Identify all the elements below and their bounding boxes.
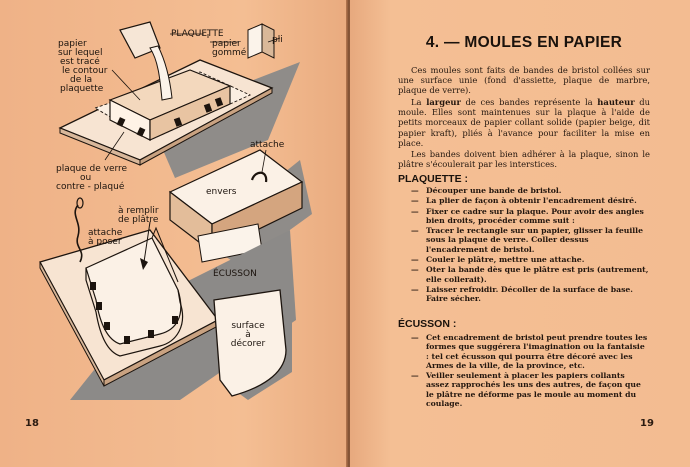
page-title: 4. — MOULES EN PAPIER [425, 34, 623, 51]
label-remplir-2: de plâtre [118, 215, 159, 225]
label-papier-1: papier [58, 39, 87, 49]
label-surface-1: surface [231, 321, 265, 331]
label-surface-2: à [245, 330, 251, 340]
label-attache-2: à poser [88, 237, 122, 247]
label-papier-4: le contour [62, 66, 108, 76]
width-paragraph: La largeur de ces bandes représente la hauteur du moule. Elles sont maintenues sur la plaque à l'aide de petits morceaux de papier collant solide (papier beige, dit papier kraft), pliés à l'avance pour faciliter la mise en place. [398, 97, 651, 148]
list-item: — Veiller seulement à placer les papiers collants assez rapprochés les uns des autres, de façon que le plâtre ne déforme pas le moule au moment du coulage. [411, 371, 641, 409]
label-papier-gomme-2: gommé [212, 48, 247, 58]
list-item: — Couler le plâtre, mettre une attache. [411, 255, 585, 265]
label-pli: pli [272, 35, 283, 45]
label-papier-6: plaquette [60, 84, 104, 94]
label-attache-top: attache [250, 140, 285, 150]
label-papier-2: sur lequel [58, 48, 103, 58]
intro-paragraph: Ces moules sont faits de bandes de bristol collées sur une surface unie (fond d'assiette, plaque de marbre, plaque de verre). [398, 65, 650, 96]
page-number-right: 19 [640, 418, 654, 429]
label-plaque-1: plaque de verre [56, 164, 128, 174]
list-item: — Découper une bande de bristol. [411, 186, 562, 195]
list-item: — Laisser refroidir. Décoller de la surface de base. Faire sécher. [411, 284, 633, 304]
ecusson-heading: ÉCUSSON : [398, 318, 457, 330]
label-plaquette: PLAQUETTE [171, 29, 224, 39]
label-papier-3: est tracé [60, 57, 100, 67]
label-papier-5: de la [70, 75, 93, 85]
label-ecusson: ÉCUSSON [213, 269, 257, 279]
list-item: — Oter la bande dès que le plâtre est pris (autrement, elle collerait). [411, 265, 649, 284]
label-plaque-3: contre - plaqué [56, 182, 125, 192]
adhesion-paragraph: Les bandes doivent bien adhérer à la plaque, sinon le plâtre s'écoulerait par les interstices. [398, 149, 650, 170]
label-surface-3: décorer [230, 339, 266, 349]
plaquette-steps [398, 186, 650, 305]
label-papier-gomme-1: papier [212, 39, 241, 49]
label-remplir-1: à remplir [118, 206, 159, 216]
right-page [350, 0, 690, 467]
list-item: — Fixer ce cadre sur la plaque. Pour avoir des angles bien droits, procéder comme suit : [411, 206, 644, 225]
label-envers: envers [206, 187, 237, 197]
gummed-paper [248, 24, 262, 58]
label-attache-1: attache [88, 228, 123, 238]
label-plaque-2: ou [80, 173, 92, 183]
ecusson-steps [398, 333, 650, 409]
list-item: — Cet encadrement de bristol peut prendre toutes les formes que suggérera l'imagination ou la fantaisie : tel cet écusson qui pourra être décoré avec les Armes de la ville, de la province, etc. [411, 333, 648, 370]
page-number-left: 18 [25, 418, 39, 429]
list-item: — La plier de façon à obtenir l'encadrement désiré. [411, 196, 637, 206]
plaquette-heading: PLAQUETTE : [398, 173, 468, 185]
list-item: — Tracer le rectangle sur un papier, glisser la feuille sous la plaque de verre. Coller dessus l'encadrement de bristol. [411, 226, 643, 254]
